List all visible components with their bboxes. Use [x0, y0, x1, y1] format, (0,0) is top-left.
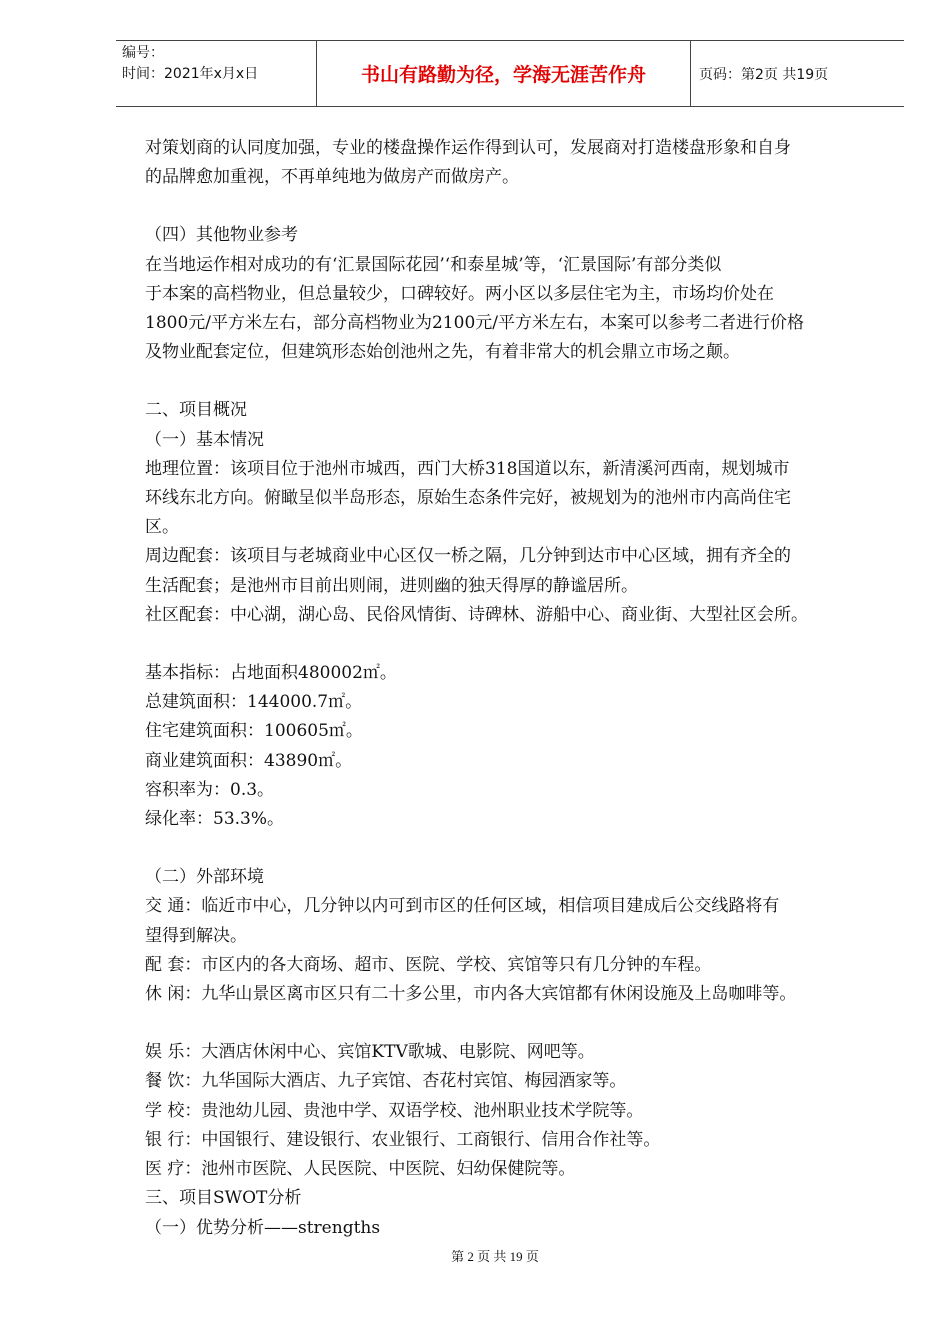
section-heading: （四）其他物业参考 [145, 225, 298, 246]
subsection-heading: （一）基本情况 [145, 429, 264, 450]
paragraph-line: 望得到解决。 [145, 925, 247, 946]
indicator-line: 住宅建筑面积：100605㎡。 [145, 721, 363, 742]
header-meta-cell [116, 41, 317, 107]
paragraph-line: 配 套：市区内的各大商场、超市、医院、学校、宾馆等只有几分钟的车程。 [145, 954, 712, 975]
header-motto: 书山有路勤为径，学海无涯苦作舟 [317, 41, 691, 107]
document-date: 时间：2021年x月x日 [122, 66, 259, 82]
paragraph-line: 的品牌愈加重视，不再单纯地为做房产而做房产。 [145, 167, 519, 188]
paragraph-line: 休 闲：九华山景区离市区只有二十多公里，市内各大宾馆都有休闲设施及上岛咖啡等。 [145, 984, 797, 1005]
section-heading: 三、项目SWOT分析 [145, 1188, 302, 1209]
page-footer: 第 2 页 共 19 页 [451, 1249, 539, 1264]
indicator-line: 容积率为：0.3。 [145, 779, 275, 800]
paragraph-line: 银 行：中国银行、建设银行、农业银行、工商银行、信用合作社等。 [145, 1129, 661, 1150]
subsection-heading: （二）外部环境 [145, 867, 264, 888]
paragraph-line: 1800元/平方米左右，部分高档物业为2100元/平方米左右，本案可以参考二者进行价格 [145, 313, 804, 334]
paragraph-line: 地理位置：该项目位于池州市城西，西门大桥318国道以东，新清溪河西南，规划城市 [145, 458, 790, 479]
paragraph-line: 生活配套；是池州市目前出则闹，进则幽的独天得厚的静谧居所。 [145, 575, 638, 596]
subsection-heading: （一）优势分析——strengths [145, 1217, 381, 1238]
paragraph-line: 区。 [145, 517, 179, 538]
document-number-label: 编号： [122, 45, 164, 61]
paragraph-line: 医 疗：池州市医院、人民医院、中医院、妇幼保健院等。 [145, 1159, 576, 1180]
document-body [145, 134, 890, 1243]
document-header [116, 40, 904, 107]
paragraph-line: 社区配套：中心湖，湖心岛、民俗风情街、诗碑林、游船中心、商业街、大型社区会所。 [145, 604, 808, 625]
section-heading: 二、项目概况 [145, 400, 247, 421]
paragraph-line: 对策划商的认同度加强，专业的楼盘操作运作得到认可，发展商对打造楼盘形象和自身 [145, 138, 791, 158]
paragraph-line: 于本案的高档物业，但总量较少，口碑较好。两小区以多层住宅为主，市场均价处在 [145, 283, 774, 304]
header-page-info: 页码：第2页 共19页 [691, 41, 905, 107]
indicator-line: 总建筑面积：144000.7㎡。 [145, 692, 363, 713]
indicator-line: 基本指标：占地面积480002㎡。 [145, 663, 397, 684]
paragraph-line: 交 通：临近市中心，几分钟以内可到市区的任何区域，相信项目建成后公交线路将有 [145, 896, 780, 917]
paragraph-line: 周边配套：该项目与老城商业中心区仅一桥之隔，几分钟到达市中心区域，拥有齐全的 [145, 546, 791, 567]
indicator-line: 绿化率：53.3%。 [145, 809, 285, 830]
paragraph-line: 环线东北方向。俯瞰呈似半岛形态，原始生态条件完好，被规划为的池州市内高尚住宅 [145, 488, 791, 509]
paragraph-line: 及物业配套定位，但建筑形态始创池州之先，有着非常大的机会鼎立市场之颠。 [145, 342, 740, 363]
indicator-line: 商业建筑面积：43890㎡。 [145, 750, 353, 771]
paragraph-line: 娱 乐：大酒店休闲中心、宾馆KTV歌城、电影院、网吧等。 [145, 1042, 595, 1063]
paragraph-line: 学 校：贵池幼儿园、贵池中学、双语学校、池州职业技术学院等。 [145, 1100, 644, 1121]
paragraph-line: 在当地运作相对成功的有‘汇景国际花园’‘和泰星城’等，‘汇景国际’有部分类似 [145, 254, 722, 275]
paragraph-line: 餐 饮：九华国际大酒店、九子宾馆、杏花村宾馆、梅园酒家等。 [145, 1071, 627, 1092]
